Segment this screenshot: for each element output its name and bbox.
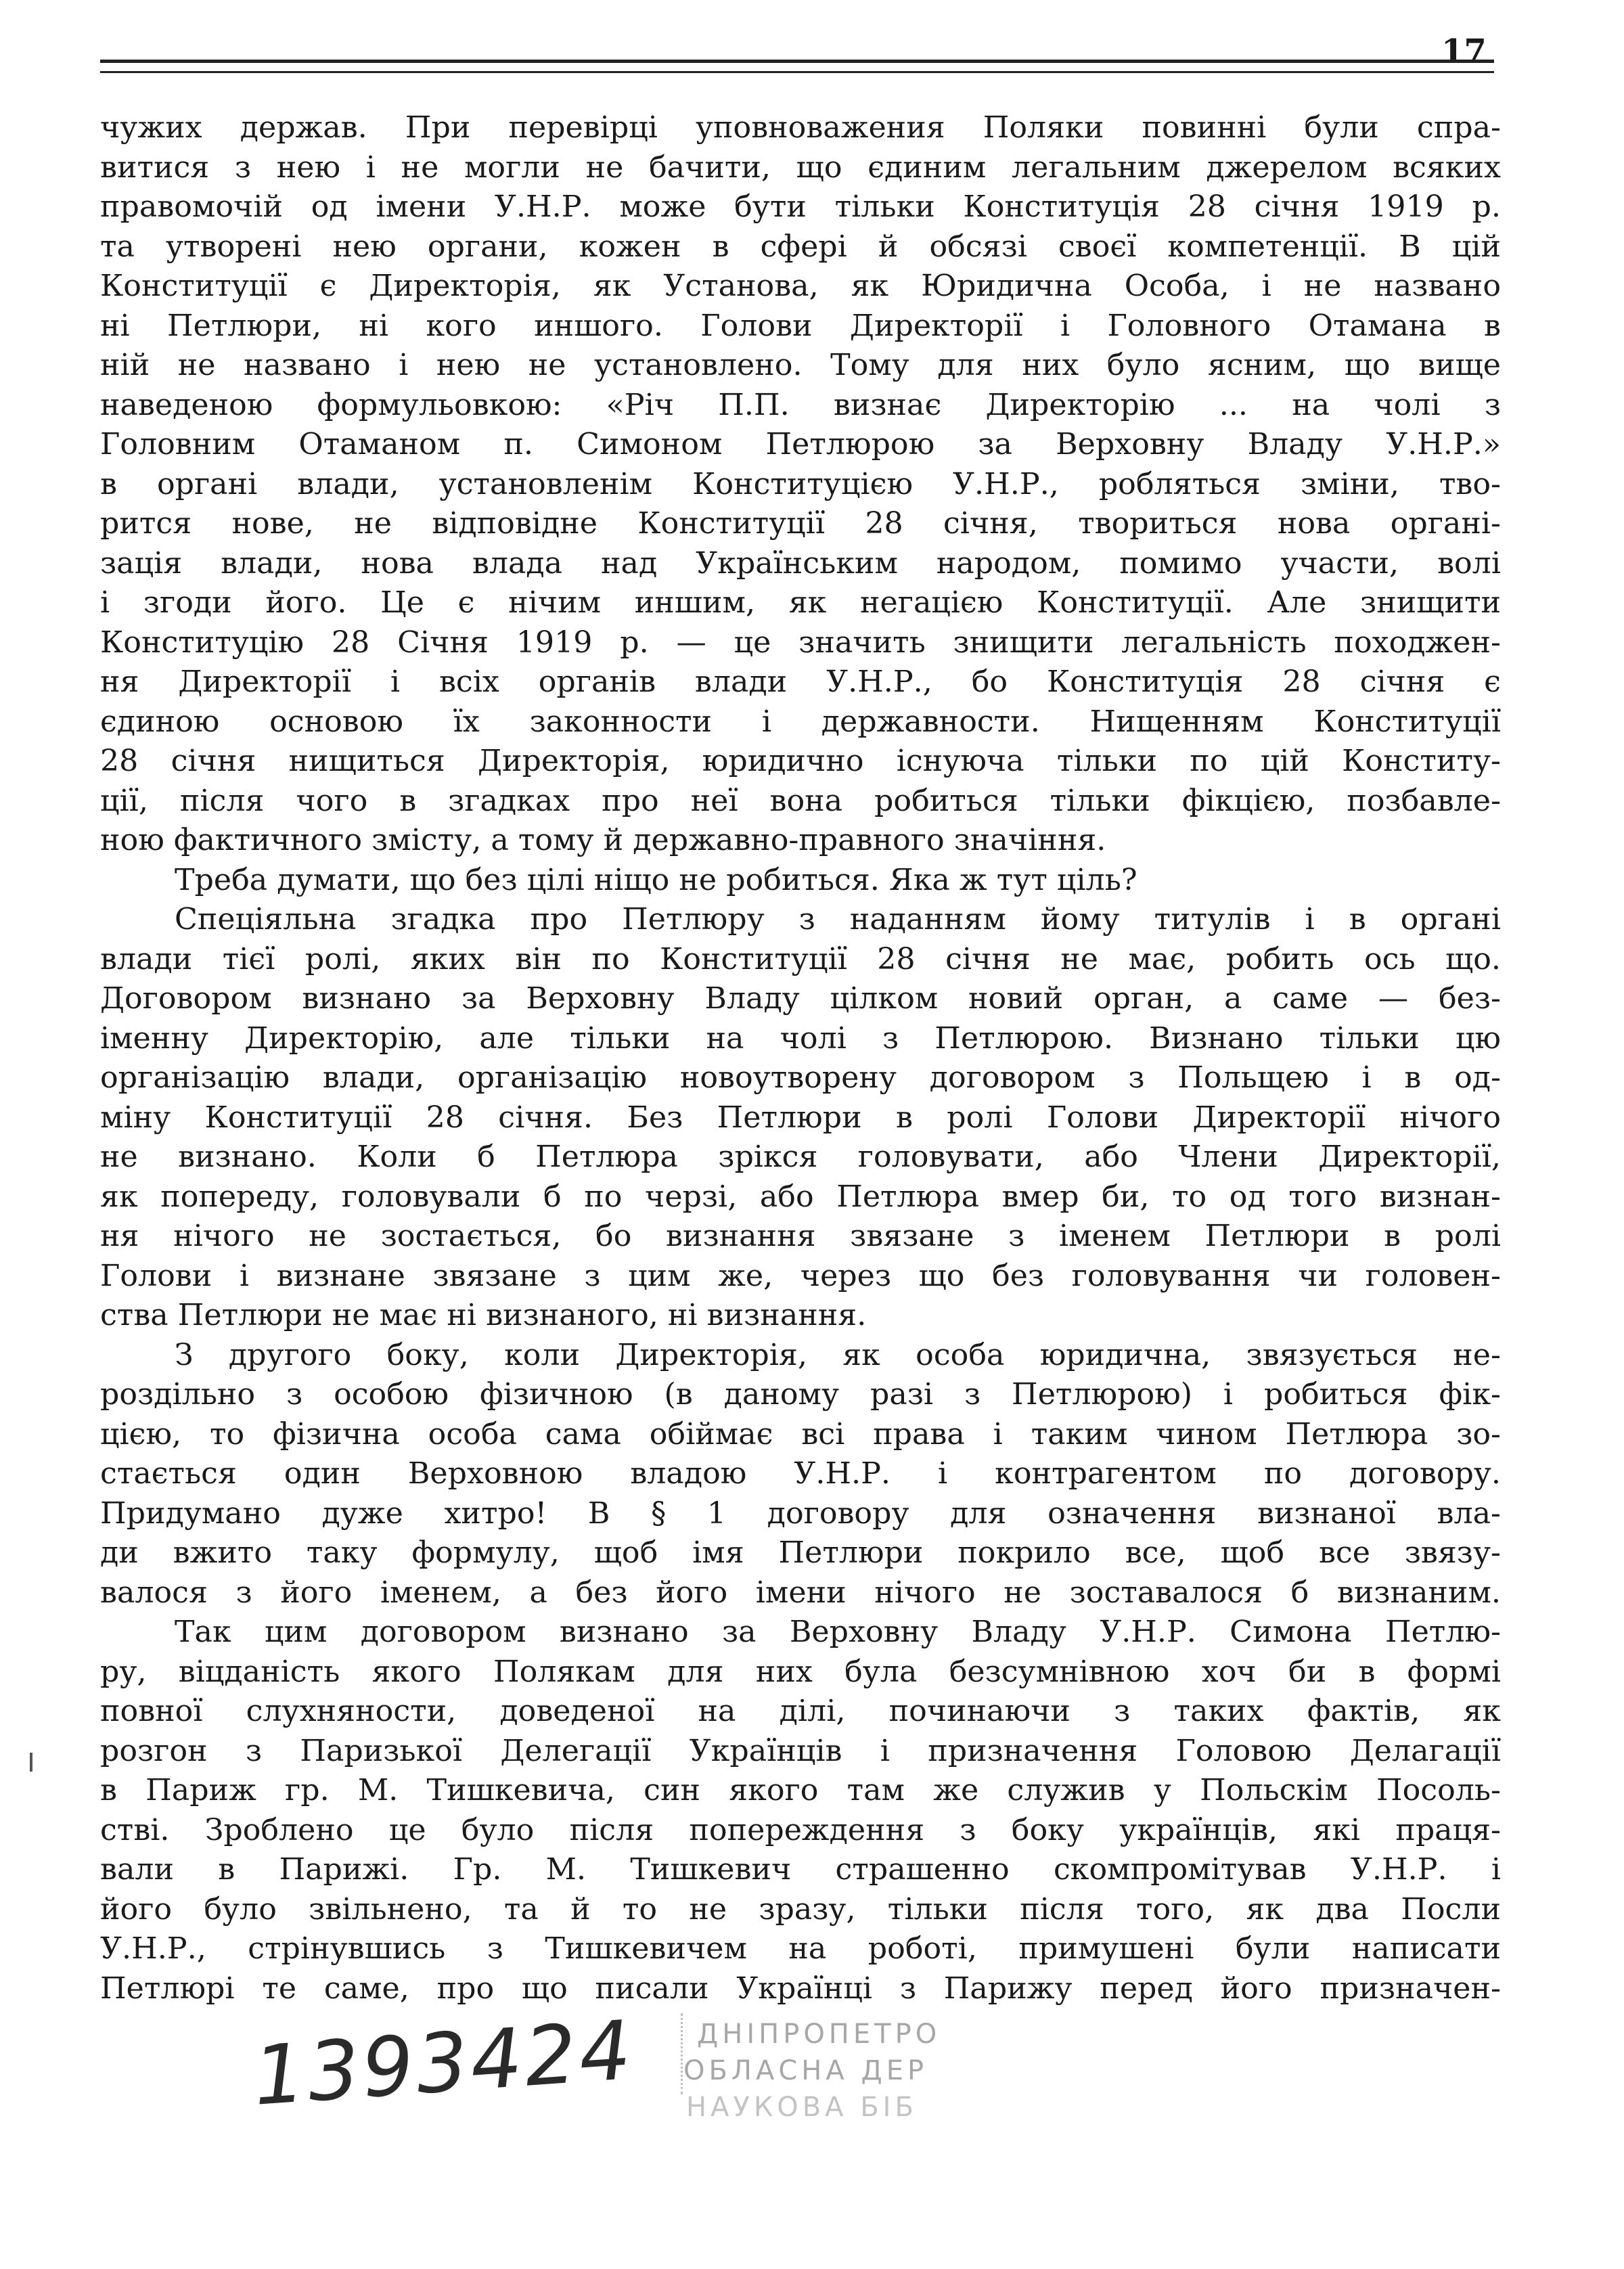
text-line: Петлюрі те саме, про що писали Українці з Парижу перед його призначен- [100,1971,1501,2006]
text-line: цією, то фізична особа сама обіймає всі права і таким чином Петлюра зо- [100,1416,1501,1452]
text-line: ною фактичного змісту, а тому й державно-правного значіння. [100,823,1106,857]
text-line: в органі влади, установленім Конституцією У.Н.Р., робляться зміни, тво- [100,466,1501,501]
text-line: стві. Зроблено це було після попереждення з боку українців, які праця- [100,1812,1501,1847]
text-line: повної слухняности, доведеної на ділі, починаючи з таких фактів, як [100,1694,1501,1728]
text-line: Конституцію 28 Січня 1919 р. — це значить знищити легальність походжен- [100,625,1501,660]
text-line: Договором визнано за Верховну Владу цілком новий орган, а саме — без- [100,981,1501,1016]
handwritten-inventory-number: 1393424 [250,2003,637,2124]
text-line: єдиною основою їх законности і державности. Нищенням Конституції [100,704,1501,739]
text-line: З другого боку, коли Директорія, як особа юридична, звязується не- [175,1337,1501,1372]
stamp-text-line: ДНІПРОПЕТРО [697,2019,941,2050]
text-line: міну Конституції 28 січня. Без Петлюри в ролі Голови Директорії нічого [100,1100,1501,1135]
text-line: влади тієї ролі, яких він по Конституції 28 січня не має, робить ось що. [100,941,1501,976]
text-line: ня Директорії і всіх органів влади У.Н.Р., бо Конституція 28 січня є [100,665,1501,699]
text-line: ній не названо і нею не установлено. Тому для них було ясним, що вище [100,348,1501,382]
text-line: ції, після чого в згадках про неї вона робиться тільки фікцією, позбавле- [100,783,1501,818]
text-line: стається один Верховною владою У.Н.Р. і контрагентом по договору. [100,1456,1501,1491]
text-line: ня нічого не зостається, бо визнання звязане з іменем Петлюри в ролі [100,1219,1501,1253]
stamp-edge [656,2013,683,2094]
text-line: в Париж гр. М. Тишкевича, син якого там же служив у Польскім Посоль- [100,1773,1501,1807]
text-line: Треба думати, що без цілі ніщо не робиться. Яка ж тут ціль? [175,862,1137,897]
text-line: Головним Отаманом п. Симоном Петлюрою за Верховну Владу У.Н.Р.» [100,427,1501,462]
text-line: організацію влади, організацію новоутворену договором з Польщею і в од- [100,1060,1501,1095]
text-line: і згоди його. Це є нічим иншим, як негацією Конституції. Але знищити [100,585,1501,620]
text-line: Конституції є Директорія, як Установа, як Юридична Особа, і не названо [100,269,1501,303]
text-line: Спеціяльна згадка про Петлюру з наданням йому титулів і в органі [175,902,1501,937]
text-line: не визнано. Коли б Петлюра зрікся головувати, або Члени Директорії, [100,1140,1501,1174]
library-stamp [656,2013,1008,2149]
text-line: Так цим договором визнано за Верховну Владу У.Н.Р. Симона Петлю- [175,1615,1501,1649]
body-text [100,108,1501,2008]
text-line: рится нове, не відповідне Конституції 28 січня, твориться нова органі- [100,506,1501,541]
text-line: його було звільнено, та й то не зразу, тільки після того, як два Посли [100,1891,1501,1927]
text-line: чужих держав. При перевірці уповноважения Поляки повинні були спра- [100,110,1501,145]
text-line: ру, віцданість якого Полякам для них була безсумнівною хоч би в формі [100,1654,1501,1689]
text-line: Придумано дуже хитро! В § 1 договору для означення визнаної вла- [100,1496,1501,1531]
text-line: ди вжито таку формулу, щоб імя Петлюри покрило все, щоб все звязу- [100,1535,1501,1570]
text-line: правомочій од імени У.Н.Р. може бути тільки Конституція 28 січня 1919 р. [100,189,1501,224]
header-rule [100,60,1494,73]
text-line: та утворені нею органи, кожен в сфері й обсязі своєї компетенції. В цій [100,229,1501,264]
margin-mark [30,1753,32,1772]
stamp-text-line: ОБЛАСНА ДЕР [683,2055,928,2086]
text-line: як попереду, головували б по черзі, або Петлюра вмер би, то од того визнан- [100,1179,1501,1214]
text-line: 28 січня нищиться Директорія, юридично існуюча тільки по цій Конститу- [100,744,1501,778]
text-line: Голови і визнане звязане з цим же, через що без головування чи головен- [100,1258,1501,1293]
text-line: наведеною формульовкою: «Річ П.П. визнає Директорію ... на чолі з [100,387,1501,422]
text-line: У.Н.Р., стрінувшись з Тишкевичем на роботі, примушені були написати [100,1931,1501,1966]
stamp-text-line: НАУКОВА БІБ [686,2092,918,2123]
page-number: 17 [1441,32,1487,70]
text-line: вали в Парижі. Гр. М. Тишкевич страшенно скомпромітував У.Н.Р. і [100,1852,1501,1887]
text-line: роздільно з особою фізичною (в даному разі з Петлюрою) і робиться фік- [100,1377,1501,1412]
text-line: іменну Директорію, але тільки на чолі з Петлюрою. Визнано тільки цю [100,1020,1501,1056]
text-line: ні Петлюри, ні кого иншого. Голови Директорії і Головного Отамана в [100,308,1501,343]
text-line: витися з нею і не могли не бачити, що єдиним легальним джерелом всяких [100,150,1501,185]
text-line: валося з його іменем, а без його імени нічого не зоставалося б визнаним. [100,1575,1501,1610]
text-line: ства Петлюри не має ні визнаного, ні визнання. [100,1298,867,1332]
text-line: розгон з Паризької Делегації Українців і призначення Головою Делагації [100,1733,1501,1768]
text-line: зація влади, нова влада над Українським народом, помимо участи, волі [100,545,1501,581]
